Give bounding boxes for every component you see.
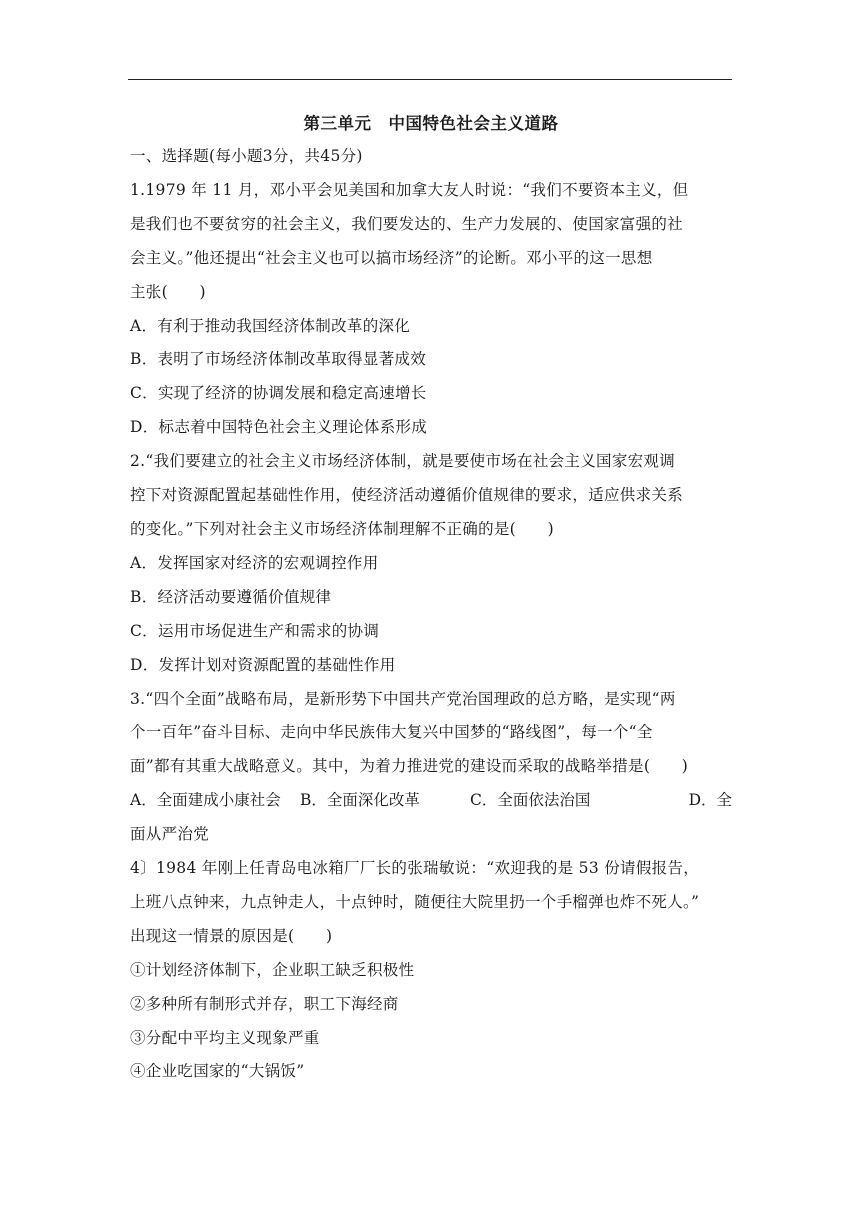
option-a: A．发挥国家对经济的宏观调控作用 xyxy=(130,553,379,572)
options-row xyxy=(130,784,732,818)
question-3 xyxy=(130,683,732,853)
statement-4: ④企业吃国家的“大锅饭” xyxy=(130,1062,305,1081)
question-text-line: 4〕1984 年刚上任青岛电冰箱厂厂长的张瑞敏说：“欢迎我的是 53 份请假报告， xyxy=(130,859,700,878)
question-text-line: 主张( ) xyxy=(130,282,206,301)
content xyxy=(130,107,732,1089)
section-heading: 一、选择题(每小题3分，共45分) xyxy=(130,147,363,165)
question-2 xyxy=(130,445,732,682)
option-b: B．表明了市场经济体制改革取得显著成效 xyxy=(130,350,427,369)
question-text-line: 面”都有其重大战略意义。其中，为着力推进党的建设而采取的战略举措是( ) xyxy=(130,757,689,776)
option-c: C．实现了经济的协调发展和稳定高速增长 xyxy=(130,384,427,403)
statement-2: ②多种所有制形式并存，职工下海经商 xyxy=(130,994,399,1013)
option-c: C．全面依法治国 xyxy=(470,791,591,810)
question-text-line: 是我们也不要贫穷的社会主义，我们要发达的、生产力发展的、使国家富强的社 xyxy=(130,214,684,233)
question-text-line: 个一百年”奋斗目标、走向中华民族伟大复兴中国梦的“路线图”，每一个“全 xyxy=(130,723,653,742)
question-text-line: 上班八点钟来，九点钟走人，十点钟时，随便往大院里扔一个手榴弹也炸不死人。” xyxy=(130,892,700,911)
option-a: A．全面建成小康社会 xyxy=(130,791,281,810)
option-d: D．全 xyxy=(688,791,732,810)
option-b: B．经济活动要遵循价值规律 xyxy=(130,587,332,606)
question-4 xyxy=(130,852,732,1089)
option-a: A．有利于推动我国经济体制改革的深化 xyxy=(130,316,411,335)
option-b: B．全面深化改革 xyxy=(300,791,420,810)
question-text-line: 1.1979 年 11 月，邓小平会见美国和加拿大友人时说：“我们不要资本主义，但 xyxy=(130,180,689,199)
question-1 xyxy=(130,174,732,445)
header-rule xyxy=(128,79,732,80)
question-text-line: 出现这一情景的原因是( ) xyxy=(130,926,333,945)
question-text-line: 2.“我们要建立的社会主义市场经济体制，就是要使市场在社会主义国家宏观调 xyxy=(130,452,676,471)
question-text-line: 会主义。”他还提出“社会主义也可以搞市场经济”的论断。邓小平的这一思想 xyxy=(130,248,653,267)
option-d: D．标志着中国特色社会主义理论体系形成 xyxy=(130,418,428,437)
option-d-continuation: 面从严治党 xyxy=(130,825,210,844)
option-d: D．发挥计划对资源配置的基础性作用 xyxy=(130,655,396,674)
question-text-line: 控下对资源配置起基础性作用，使经济活动遵循价值规律的要求，适应供求关系 xyxy=(130,486,684,505)
option-c: C．运用市场促进生产和需求的协调 xyxy=(130,621,380,640)
statement-1: ①计划经济体制下，企业职工缺乏积极性 xyxy=(130,960,415,979)
question-text-line: 3.“四个全面”战略布局，是新形势下中国共产党治国理政的总方略，是实现“两 xyxy=(130,689,676,708)
statement-3: ③分配中平均主义现象严重 xyxy=(130,1028,320,1047)
unit-title: 第三单元 中国特色社会主义道路 xyxy=(303,114,559,133)
question-text-line: 的变化。”下列对社会主义市场经济体制理解不正确的是( ) xyxy=(130,519,554,538)
